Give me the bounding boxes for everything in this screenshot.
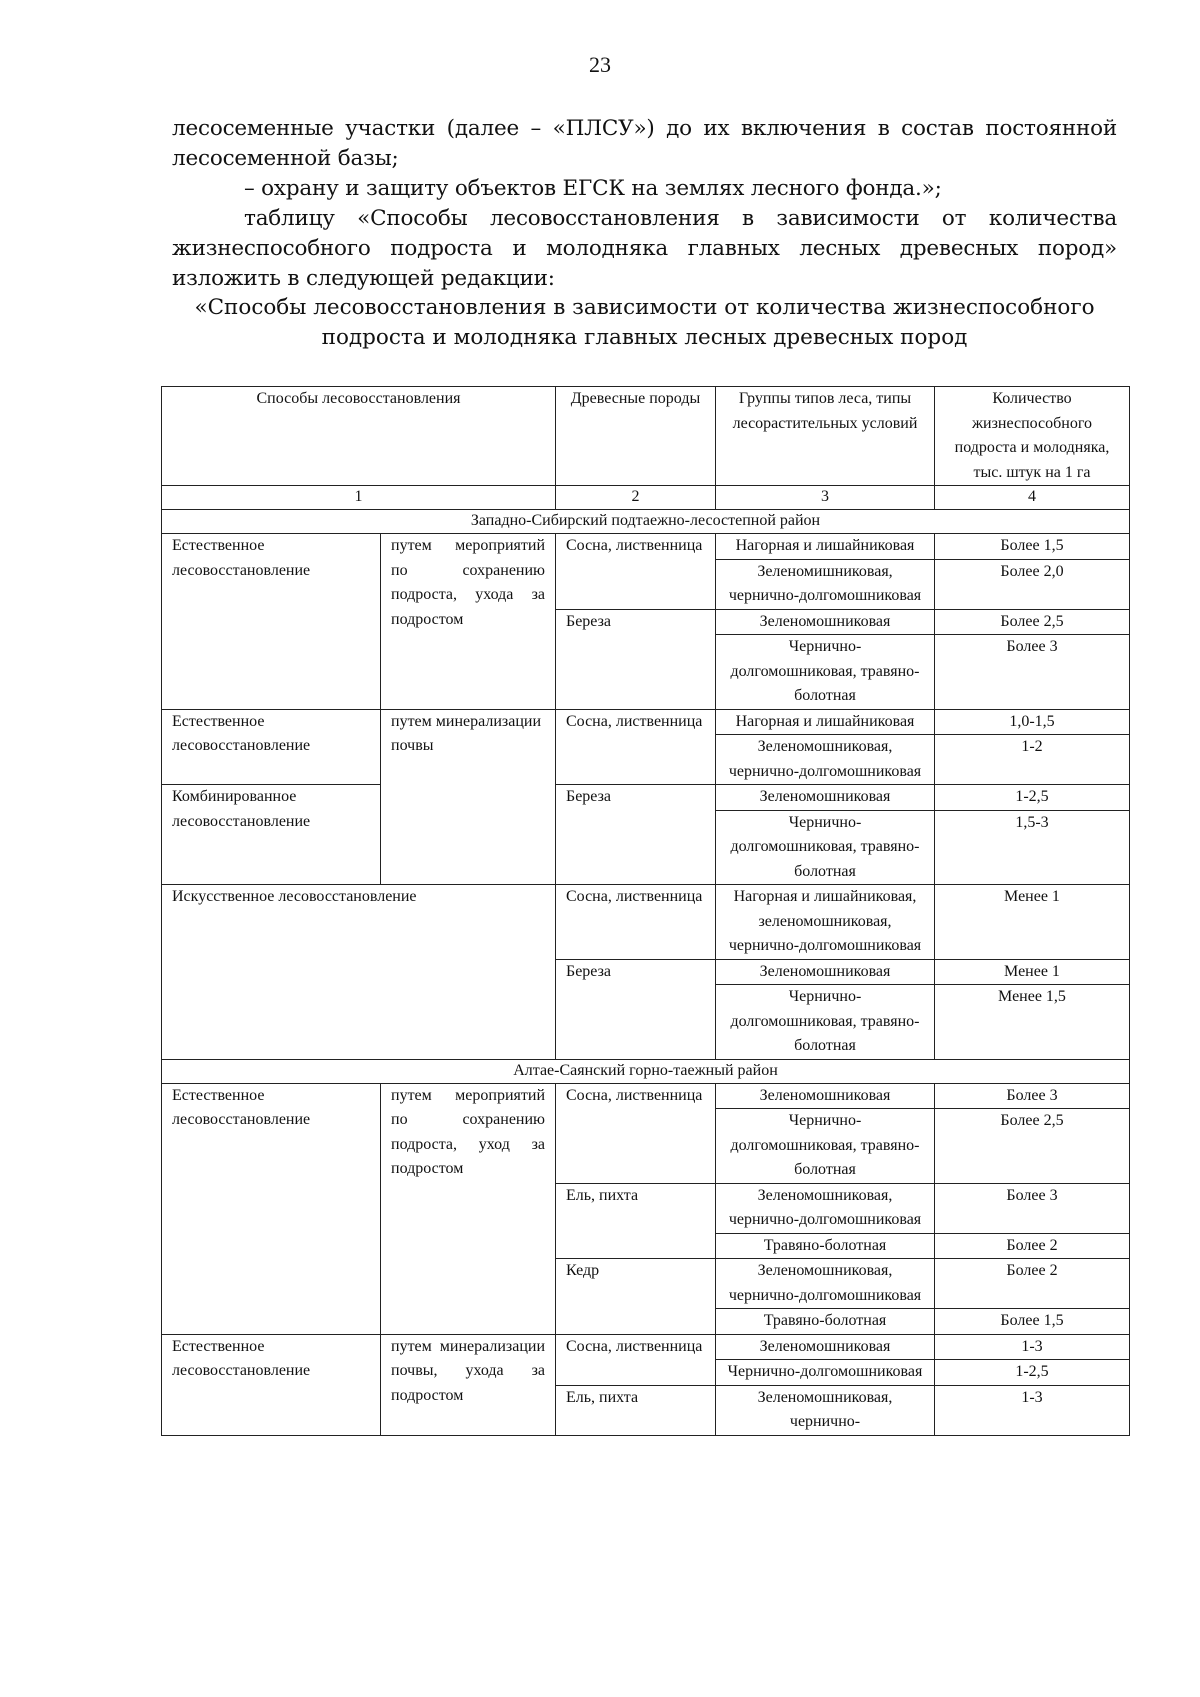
header-quantity: Количество жизнеспособного подроста и молодняка, тыс. штук на 1 га: [935, 387, 1130, 486]
forest-type-cell: Нагорная и лишайниковая: [716, 709, 935, 735]
method-sub-cell: путем мероприятий по сохранению подроста, уход за подростом: [381, 1083, 556, 1334]
method-cell: Искусственное лесовосстановление: [162, 885, 556, 1060]
species-cell: Кедр: [556, 1259, 716, 1335]
quantity-cell: 1-2,5: [935, 1360, 1130, 1386]
quantity-cell: 1-3: [935, 1334, 1130, 1360]
forest-type-cell: Зеленомошниковая: [716, 785, 935, 811]
table-row: [162, 1334, 1130, 1360]
quantity-cell: Менее 1: [935, 959, 1130, 985]
quantity-cell: Более 2: [935, 1259, 1130, 1309]
forest-type-cell: Зеленомошниковая: [716, 1083, 935, 1109]
header-species: Древесные породы: [556, 387, 716, 486]
header-methods: Способы лесовосстановления: [162, 387, 556, 486]
forest-type-cell: Травяно-болотная: [716, 1233, 935, 1259]
quantity-cell: 1-2: [935, 735, 1130, 785]
paragraph-3: таблицу «Способы лесовосстановления в зависимости от количества жизнеспособного подроста и молодняка главных лесных древесных пород» изложить в следующей редакции:: [172, 206, 1117, 291]
forest-type-cell: Нагорная и лишайниковая, зеленомошниковая, чернично-долгомошниковая: [716, 885, 935, 960]
quantity-cell: Более 3: [935, 1183, 1130, 1233]
species-cell: Сосна, лиственница: [556, 1334, 716, 1385]
quantity-cell: Более 2,5: [935, 609, 1130, 635]
forest-type-cell: Зеленомошниковая, чернично-: [716, 1385, 935, 1435]
quantity-cell: 1,5-3: [935, 810, 1130, 885]
forest-type-cell: Чернично-долгомошниковая, травяно-болотная: [716, 810, 935, 885]
quantity-cell: Менее 1,5: [935, 985, 1130, 1060]
table-row: [162, 785, 1130, 811]
method-cell: Естественное лесовосстановление: [162, 1334, 381, 1435]
column-number-row: [162, 486, 1130, 510]
forest-type-cell: Зеленомошниковая, чернично-долгомошниковая: [716, 1259, 935, 1309]
table-row: [162, 1083, 1130, 1109]
species-cell: Сосна, лиственница: [556, 709, 716, 785]
species-cell: Сосна, лиственница: [556, 1083, 716, 1183]
forest-type-cell: Зеленомошниковая, чернично-долгомошниковая: [716, 1183, 935, 1233]
species-cell: Сосна, лиственница: [556, 534, 716, 610]
forest-type-cell: Чернично-долгомошниковая, травяно-болотная: [716, 1109, 935, 1184]
table-header-row: [162, 387, 1130, 486]
caption-line-2: подроста и молодняка главных лесных древесных пород: [321, 325, 968, 350]
method-cell: Комбинированное лесовосстановление: [162, 785, 381, 885]
quantity-cell: 1,0-1,5: [935, 709, 1130, 735]
quantity-cell: Более 1,5: [935, 534, 1130, 560]
quantity-cell: Менее 1: [935, 885, 1130, 960]
quantity-cell: Более 2,5: [935, 1109, 1130, 1184]
species-cell: Береза: [556, 785, 716, 885]
col-number-4: 4: [935, 486, 1130, 510]
paragraph-2: – охрану и защиту объектов ЕГСК на землях лесного фонда.»;: [244, 176, 942, 201]
forest-type-cell: Нагорная и лишайниковая: [716, 534, 935, 560]
table-row: [162, 534, 1130, 560]
method-sub-cell: путем мероприятий по сохранению подроста, ухода за подростом: [381, 534, 556, 710]
table-row: [162, 885, 1130, 960]
col-number-1: 1: [162, 486, 556, 510]
caption-line-1: «Способы лесовосстановления в зависимости от количества жизнеспособного: [194, 295, 1095, 320]
region-west-siberian: Западно-Сибирский подтаежно-лесостепной район: [162, 510, 1130, 534]
page-number: 23: [589, 52, 611, 77]
forest-type-cell: Зеленомишниковая, чернично-долгомошниковая: [716, 559, 935, 609]
method-sub-cell: путем минерализации почвы, ухода за подростом: [381, 1334, 556, 1435]
species-cell: Ель, пихта: [556, 1385, 716, 1435]
paragraph-1: лесосеменные участки (далее – «ПЛСУ») до их включения в состав постоянной лесосеменной базы;: [172, 116, 1117, 171]
species-cell: Береза: [556, 959, 716, 1059]
reforestation-table: [161, 386, 1130, 1436]
method-cell: Естественное лесовосстановление: [162, 534, 381, 710]
quantity-cell: Более 3: [935, 1083, 1130, 1109]
forest-type-cell: Зеленомошниковая: [716, 1334, 935, 1360]
table-row: [162, 709, 1130, 735]
forest-type-cell: Зеленомошниковая, чернично-долгомошниковая: [716, 735, 935, 785]
col-number-3: 3: [716, 486, 935, 510]
method-cell: Естественное лесовосстановление: [162, 1083, 381, 1334]
forest-type-cell: Зеленомошниковая: [716, 959, 935, 985]
col-number-2: 2: [556, 486, 716, 510]
quantity-cell: Более 2: [935, 1233, 1130, 1259]
header-forest-types: Группы типов леса, типы лесорастительных условий: [716, 387, 935, 486]
quantity-cell: Более 2,0: [935, 559, 1130, 609]
quantity-cell: 1-2,5: [935, 785, 1130, 811]
quantity-cell: Более 3: [935, 635, 1130, 710]
quantity-cell: Более 1,5: [935, 1309, 1130, 1335]
region-row: [162, 1059, 1130, 1083]
table-caption: [172, 293, 1117, 353]
forest-type-cell: Зеленомошниковая: [716, 609, 935, 635]
species-cell: Ель, пихта: [556, 1183, 716, 1259]
method-cell: Естественное лесовосстановление: [162, 709, 381, 785]
quantity-cell: 1-3: [935, 1385, 1130, 1435]
region-row: [162, 510, 1130, 534]
forest-type-cell: Чернично-долгомошниковая: [716, 1360, 935, 1386]
method-sub-cell: путем минерализации почвы: [381, 709, 556, 885]
species-cell: Сосна, лиственница: [556, 885, 716, 960]
region-altai-sayan: Алтае-Саянский горно-таежный район: [162, 1059, 1130, 1083]
forest-type-cell: Чернично-долгомошниковая, травяно-болотная: [716, 635, 935, 710]
species-cell: Береза: [556, 609, 716, 709]
forest-type-cell: Чернично-долгомошниковая, травяно-болотная: [716, 985, 935, 1060]
forest-type-cell: Травяно-болотная: [716, 1309, 935, 1335]
